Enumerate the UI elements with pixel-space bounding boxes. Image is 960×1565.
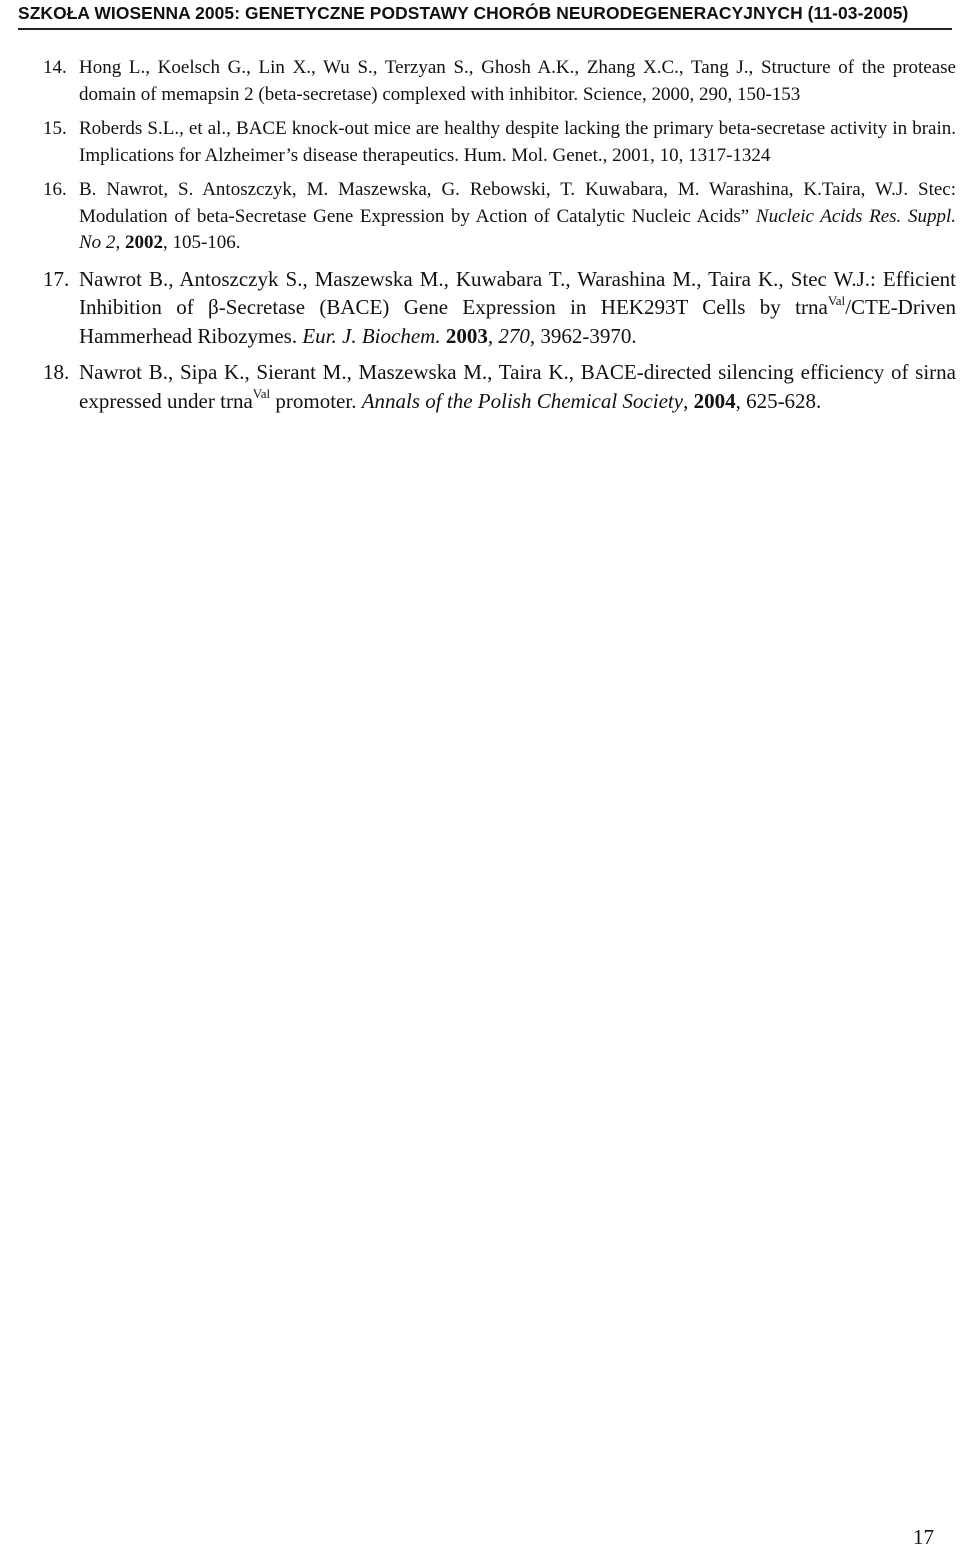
reference-list: [43, 55, 956, 423]
reference-text-continued: /CTE-Driven Hammerhead Ribozymes.: [79, 295, 956, 348]
reference-text-continued: promoter.: [275, 388, 357, 413]
reference-volume: 270: [498, 323, 530, 348]
reference-number: 14.: [43, 57, 67, 78]
reference-number: 17.: [43, 266, 70, 291]
reference-number: 15.: [43, 118, 67, 139]
reference-text: Nawrot B., Sipa K., Sierant M., Maszewska M., Taira K., BACE-directed silencing efficiency of sirna expressed under trna: [79, 360, 956, 413]
reference-pages: , 625-628.: [735, 388, 822, 413]
page-number: 17: [913, 1525, 934, 1549]
reference-year: 2002: [124, 232, 163, 253]
header-rule: [18, 28, 952, 30]
reference-text: B. Nawrot, S. Antoszczyk, M. Maszewska, G. Rebowski, T. Kuwabara, M. Warashina, K.Taira, W.J. Stec: Modulation of beta-Secretase Gene Expression by Action of Catalytic Nucleic Acids”: [79, 179, 956, 227]
reference-year: 2004: [693, 388, 736, 413]
reference-text: Nawrot B., Antoszczyk S., Maszewska M., Kuwabara T., Warashina M., Taira K., Stec W.J.: Efficient Inhibition of β-Secretase (BACE) Gene Expression in HEK293T Cells by trna: [79, 266, 956, 319]
reference-pages: , 3962-3970.: [529, 323, 637, 348]
reference-number: 16.: [43, 179, 67, 200]
reference-journal: Eur. J. Biochem.: [302, 323, 441, 348]
reference-journal: Annals of the Polish Chemical Society: [361, 388, 684, 413]
reference-journal: Nucleic Acids Res. Suppl. No 2: [79, 205, 956, 253]
reference-year: 2003: [445, 323, 488, 348]
reference-item: [43, 116, 956, 169]
reference-text: Hong L., Koelsch G., Lin X., Wu S., Terzyan S., Ghosh A.K., Zhang X.C., Tang J., Structure of the protease domain of memapsin 2 (beta-secretase) complexed with inhibitor. Science, 2000, 290, 150-153: [79, 57, 956, 105]
reference-number: 18.: [43, 360, 70, 384]
reference-item: 18. Nawrot B., Sipa K., Sierant M., Maszewska M., Taira K., BACE-directed silencing efficiency of sirna expressed under trna$^{Val}$ promoter. Annals of the Polish Chemical Society, 2004, 625-628.: [43, 360, 956, 413]
reference-separator: ,: [115, 232, 125, 253]
reference-item: [43, 55, 956, 108]
reference-item: 17. Nawrot B., Antoszczyk S., Maszewska M., Kuwabara T., Warashina M., Taira K., Stec W.J.: Efficient Inhibition of β-Secretase (BACE) Gene Expression in HEK293T Cells by trna$^{Val}$/CTE-Driven Hammerhead Ribozymes. Eur. J. Biochem. 2003, 270, 3962-3970.: [43, 266, 956, 348]
reference-item: [43, 177, 956, 257]
reference-pages: , 105-106.: [162, 232, 241, 253]
reference-superscript: Val: [827, 292, 846, 308]
reference-superscript: Val: [252, 386, 271, 402]
reference-text: Roberds S.L., et al., BACE knock-out mice are healthy despite lacking the primary beta-secretase activity in brain. Implications for Alzheimer’s disease therapeutics. Hum. Mol. Genet., 2001, 10, 1317-1324: [79, 118, 956, 166]
running-header: SZKOŁA WIOSENNA 2005: GENETYCZNE PODSTAWY CHORÓB NEURODEGENERACYJNYCH (11-03-2005): [18, 3, 909, 23]
